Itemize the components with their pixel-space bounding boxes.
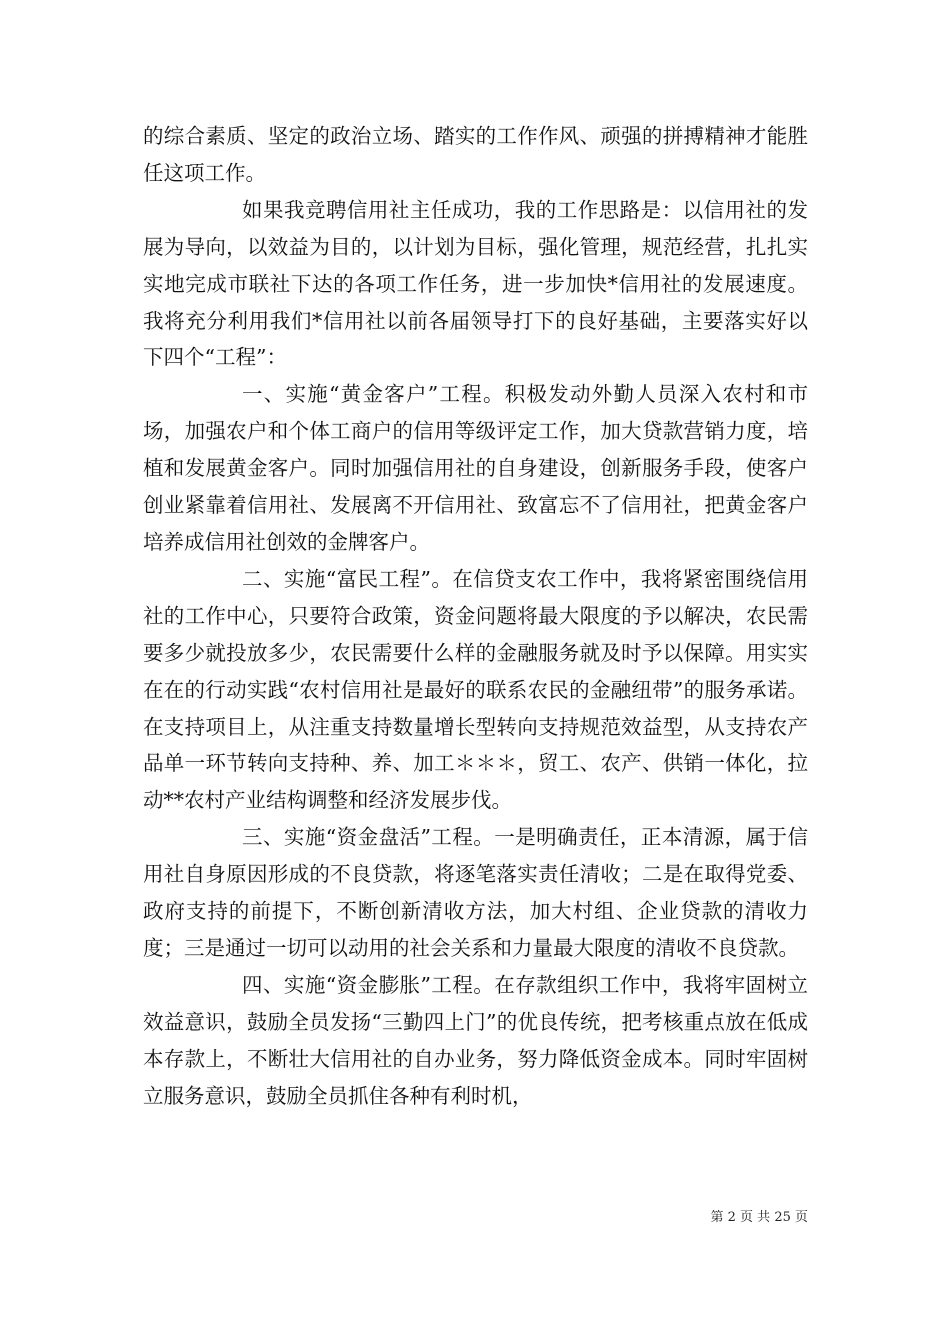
paragraph-work-plan: 如果我竞聘信用社主任成功，我的工作思路是：以信用社的发展为导向，以效益为目的，以计划为目标，强化管理，规范经营，扎扎实实地完成市联社下达的各项工作任务，进一步加快*信用社的发展速度。我将充分利用我们*信用社以前各届领导打下的良好基础，主要落实好以下四个“工程”： [143,197,808,370]
page-number-footer: 第 2 页 共 25 页 [710,1210,808,1225]
paragraph-fund-expansion: 四、实施“资金膨胀”工程。在存款组织工作中，我将牢固树立效益意识，鼓励全员发扬“三勤四上门”的优良传统，把考核重点放在低成本存款上，不断壮大信用社的自办业务，努力降低资金成本。同时牢固树立服务意识，鼓励全员抓住各种有利时机， [143,972,808,1108]
paragraph-continuation: 的综合素质、坚定的政治立场、踏实的工作作风、顽强的拼搏精神才能胜任这项工作。 [143,124,808,185]
paragraph-fund-revitalization: 三、实施“资金盘活”工程。一是明确责任，正本清源，属于信用社自身原因形成的不良贷款，将逐笔落实责任清收；二是在取得党委、政府支持的前提下，不断创新清收方法，加大村组、企业贷款的清收力度；三是通过一切可以动用的社会关系和力量最大限度的清收不良贷款。 [143,825,808,960]
paragraph-enrich-people: 二、实施“富民工程”。在信贷支农工作中，我将紧密围绕信用社的工作中心，只要符合政策，资金问题将最大限度的予以解决，农民需要多少就投放多少，农民需要什么样的金融服务就及时予以保障。用实实在在的行动实践“农村信用社是最好的联系农民的金融纽带”的服务承诺。在支持项目上，从注重支持数量增长型转向支持规范效益型，从支持农产品单一环节转向支持种、养、加工＊＊＊，贸工、农产、供销一体化，拉动**农村产业结构调整和经济发展步伐。 [143,566,808,813]
document-body [143,118,808,1114]
paragraph-golden-customer: 一、实施“黄金客户”工程。积极发动外勤人员深入农村和市场，加强农户和个体工商户的信用等级评定工作，加大贷款营销力度，培植和发展黄金客户。同时加强信用社的自身建设，创新服务手段，使客户创业紧靠着信用社、发展离不开信用社、致富忘不了信用社，把黄金客户培养成信用社创效的金牌客户。 [143,382,808,554]
